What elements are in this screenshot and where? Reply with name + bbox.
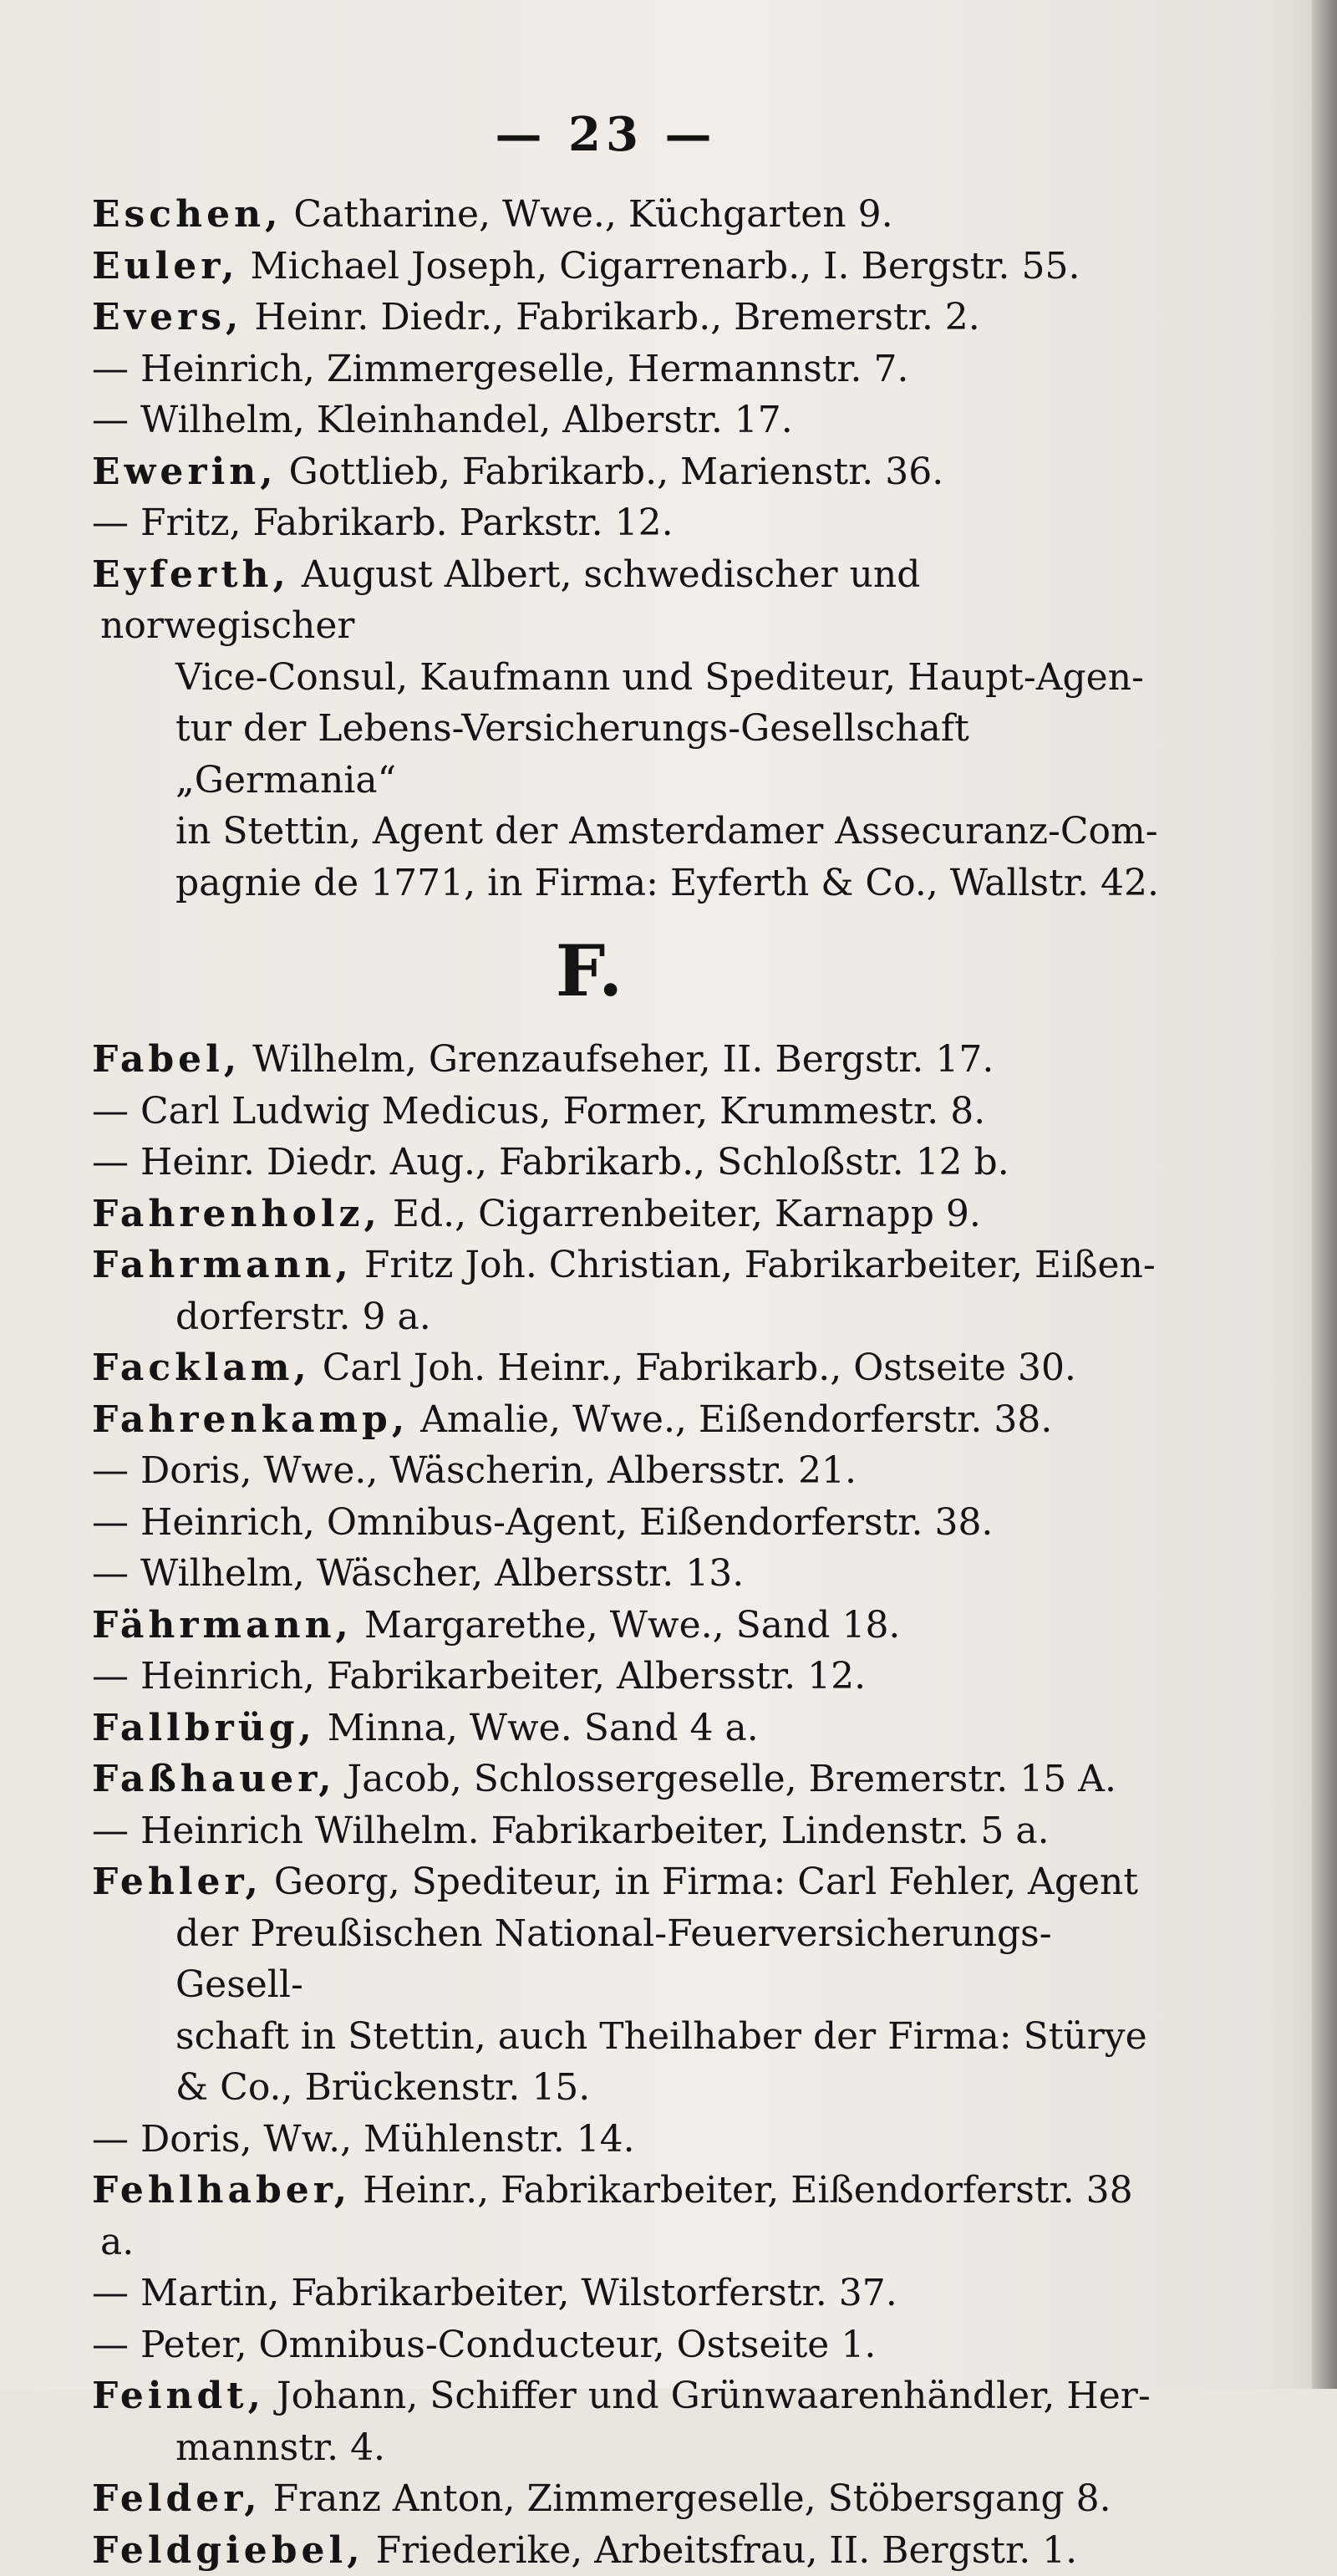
repeat-dash: — (92, 399, 129, 441)
entry-details: Heinr. Diedr. Aug., Fabrikarb., Schloßstr. 12 b. (140, 1141, 1009, 1184)
entry-details: Franz Anton, Zimmergeselle, Stöbersgang 8. (262, 2477, 1111, 2520)
directory-entry (92, 395, 1170, 446)
directory-entry (92, 549, 1170, 909)
directory-entry (92, 189, 1170, 241)
surname: Facklam, (92, 1347, 311, 1389)
directory-entry (92, 1600, 1170, 1652)
surname: Ewerin, (92, 451, 277, 493)
entry-details: Carl Ludwig Medicus, Former, Krummestr. 8. (140, 1090, 985, 1133)
surname: Fabel, (92, 1038, 241, 1081)
entry-continuation-line: tur der Lebens-Versicherungs-Gesellschaft „Germania“ (100, 703, 1170, 806)
entry-details: Heinrich Wilhelm. Fabrikarbeiter, Lindenstr. 5 a. (140, 1810, 1050, 1852)
entry-details: Ed., Cigarrenbeiter, Karnapp 9. (381, 1193, 981, 1235)
entry-continuation-line: & Co., Brückenstr. 15. (100, 2062, 1170, 2114)
directory-entry (92, 2268, 1170, 2319)
entry-details: Fritz, Fabrikarb. Parkstr. 12. (140, 501, 674, 544)
entry-details: Wilhelm, Kleinhandel, Alberstr. 17. (140, 399, 793, 441)
entry-continuation-line: mannstr. 4. (100, 2422, 1170, 2474)
entry-details: Friederike, Arbeitsfrau, II. Bergstr. 1. (364, 2529, 1078, 2572)
entry-details: Wilhelm, Wäscher, Albersstr. 13. (140, 1552, 744, 1595)
entry-details: Amalie, Wwe., Eißendorferstr. 38. (409, 1398, 1052, 1441)
directory-entry (92, 1342, 1170, 1394)
entry-details: August Albert, schwedischer und norwegischer (100, 553, 920, 648)
surname: Fährmann, (92, 1604, 353, 1647)
repeat-dash: — (92, 501, 129, 544)
entry-details: Gottlieb, Fabrikarb., Marienstr. 36. (277, 451, 944, 493)
entry-details: Carl Joh. Heinr., Fabrikarb., Ostseite 30. (311, 1347, 1076, 1389)
directory-entry (92, 292, 1170, 344)
entry-details: Michael Joseph, Cigarrenarb., I. Bergstr. 55. (239, 245, 1080, 288)
directory-entry (92, 1445, 1170, 1497)
entry-details: Martin, Fabrikarbeiter, Wilstorferstr. 37. (140, 2272, 897, 2314)
entry-details: Doris, Ww., Mühlenstr. 14. (140, 2118, 635, 2161)
repeat-dash: — (92, 1552, 129, 1595)
surname: Feldgiebel, (92, 2529, 364, 2572)
directory-entry (92, 1805, 1170, 1857)
entry-details: Heinr. Diedr., Fabrikarb., Bremerstr. 2. (242, 296, 979, 339)
directory-entry (92, 1034, 1170, 1086)
repeat-dash: — (92, 1090, 129, 1133)
entry-details: Fritz Joh. Christian, Fabrikarbeiter, Eißen- (353, 1244, 1156, 1286)
entry-details: Catharine, Wwe., Küchgarten 9. (282, 193, 892, 236)
directory-entry (92, 497, 1170, 549)
directory-entry (92, 1856, 1170, 2114)
surname: Fahrenkamp, (92, 1398, 409, 1441)
surname: Faßhauer, (92, 1758, 336, 1800)
repeat-dash: — (92, 2324, 129, 2366)
page-number-header: — 23 — (0, 107, 1212, 162)
section-e-entries (92, 189, 1170, 909)
entry-continuation-line: pagnie de 1771, in Firma: Eyferth & Co., Wallstr. 42. (100, 858, 1170, 909)
entry-details: Heinrich, Omnibus-Agent, Eißendorferstr. 38. (140, 1501, 993, 1544)
directory-entry (92, 1240, 1170, 1342)
surname: Fahrenholz, (92, 1193, 381, 1235)
directory-entry (92, 1394, 1170, 1446)
surname: Fahrmann, (92, 1244, 353, 1286)
entry-details: Peter, Omnibus-Conducteur, Ostseite 1. (140, 2324, 876, 2366)
directory-entry (92, 1754, 1170, 1805)
surname: Fehler, (92, 1861, 262, 1903)
surname: Evers, (92, 296, 242, 339)
entry-details: Heinrich, Fabrikarbeiter, Albersstr. 12. (140, 1655, 866, 1698)
repeat-dash: — (92, 2272, 129, 2314)
directory-entry (92, 2370, 1170, 2473)
entry-details: Johann, Schiffer und Grünwaarenhändler, Her- (265, 2375, 1151, 2417)
repeat-dash: — (92, 1449, 129, 1492)
repeat-dash: — (92, 1810, 129, 1852)
entry-details: Jacob, Schlossergeselle, Bremerstr. 15 A. (336, 1758, 1116, 1800)
directory-entry (92, 344, 1170, 395)
entry-details: Heinr., Fabrikarbeiter, Eißendorferstr. 38 a. (100, 2169, 1133, 2263)
surname: Fallbrüg, (92, 1707, 316, 1749)
entry-continuation-line: dorferstr. 9 a. (100, 1291, 1170, 1343)
surname: Euler, (92, 245, 239, 288)
entry-continuation-line: schaft in Stettin, auch Theilhaber der Firma: Stürye (100, 2011, 1170, 2063)
directory-listing (92, 189, 1170, 2576)
entry-details: Wilhelm, Grenzaufseher, II. Bergstr. 17. (241, 1038, 994, 1081)
entry-details: Doris, Wwe., Wäscherin, Albersstr. 21. (140, 1449, 857, 1492)
entry-continuation-line: Vice-Consul, Kaufmann und Spediteur, Haupt-Agen- (100, 652, 1170, 704)
entry-details: Margarethe, Wwe., Sand 18. (353, 1604, 901, 1647)
entry-continuation-line: der Preußischen National-Feuerversicherungs-Gesell- (100, 1908, 1170, 2011)
directory-entry (92, 2525, 1170, 2576)
directory-entry (92, 2165, 1170, 2268)
directory-entry (92, 1548, 1170, 1600)
repeat-dash: — (92, 1501, 129, 1544)
directory-entry (92, 446, 1170, 498)
entry-details: Minna, Wwe. Sand 4 a. (316, 1707, 759, 1749)
repeat-dash: — (92, 2118, 129, 2161)
directory-entry (92, 1651, 1170, 1703)
surname: Eschen, (92, 193, 282, 236)
surname: Feindt, (92, 2375, 265, 2417)
directory-entry (92, 1497, 1170, 1549)
book-spine-shadow (1312, 0, 1337, 2389)
entry-continuation-line: in Stettin, Agent der Amsterdamer Assecuranz-Com- (100, 806, 1170, 858)
entry-details: Georg, Spediteur, in Firma: Carl Fehler, Agent (262, 1861, 1138, 1903)
repeat-dash: — (92, 1655, 129, 1698)
directory-entry (92, 2473, 1170, 2525)
surname: Felder, (92, 2477, 262, 2520)
directory-entry (92, 2319, 1170, 2371)
entry-details: Heinrich, Zimmergeselle, Hermannstr. 7. (140, 348, 909, 390)
directory-entry (92, 1086, 1170, 1138)
section-f-entries (92, 1034, 1170, 2576)
directory-entry (92, 1137, 1170, 1189)
section-letter-heading: F. (92, 909, 1086, 1034)
directory-entry (92, 2114, 1170, 2166)
directory-entry (92, 1703, 1170, 1754)
surname: Eyferth, (92, 553, 290, 596)
repeat-dash: — (92, 348, 129, 390)
directory-entry (92, 241, 1170, 293)
directory-entry (92, 1189, 1170, 1240)
surname: Fehlhaber, (92, 2169, 351, 2212)
repeat-dash: — (92, 1141, 129, 1184)
